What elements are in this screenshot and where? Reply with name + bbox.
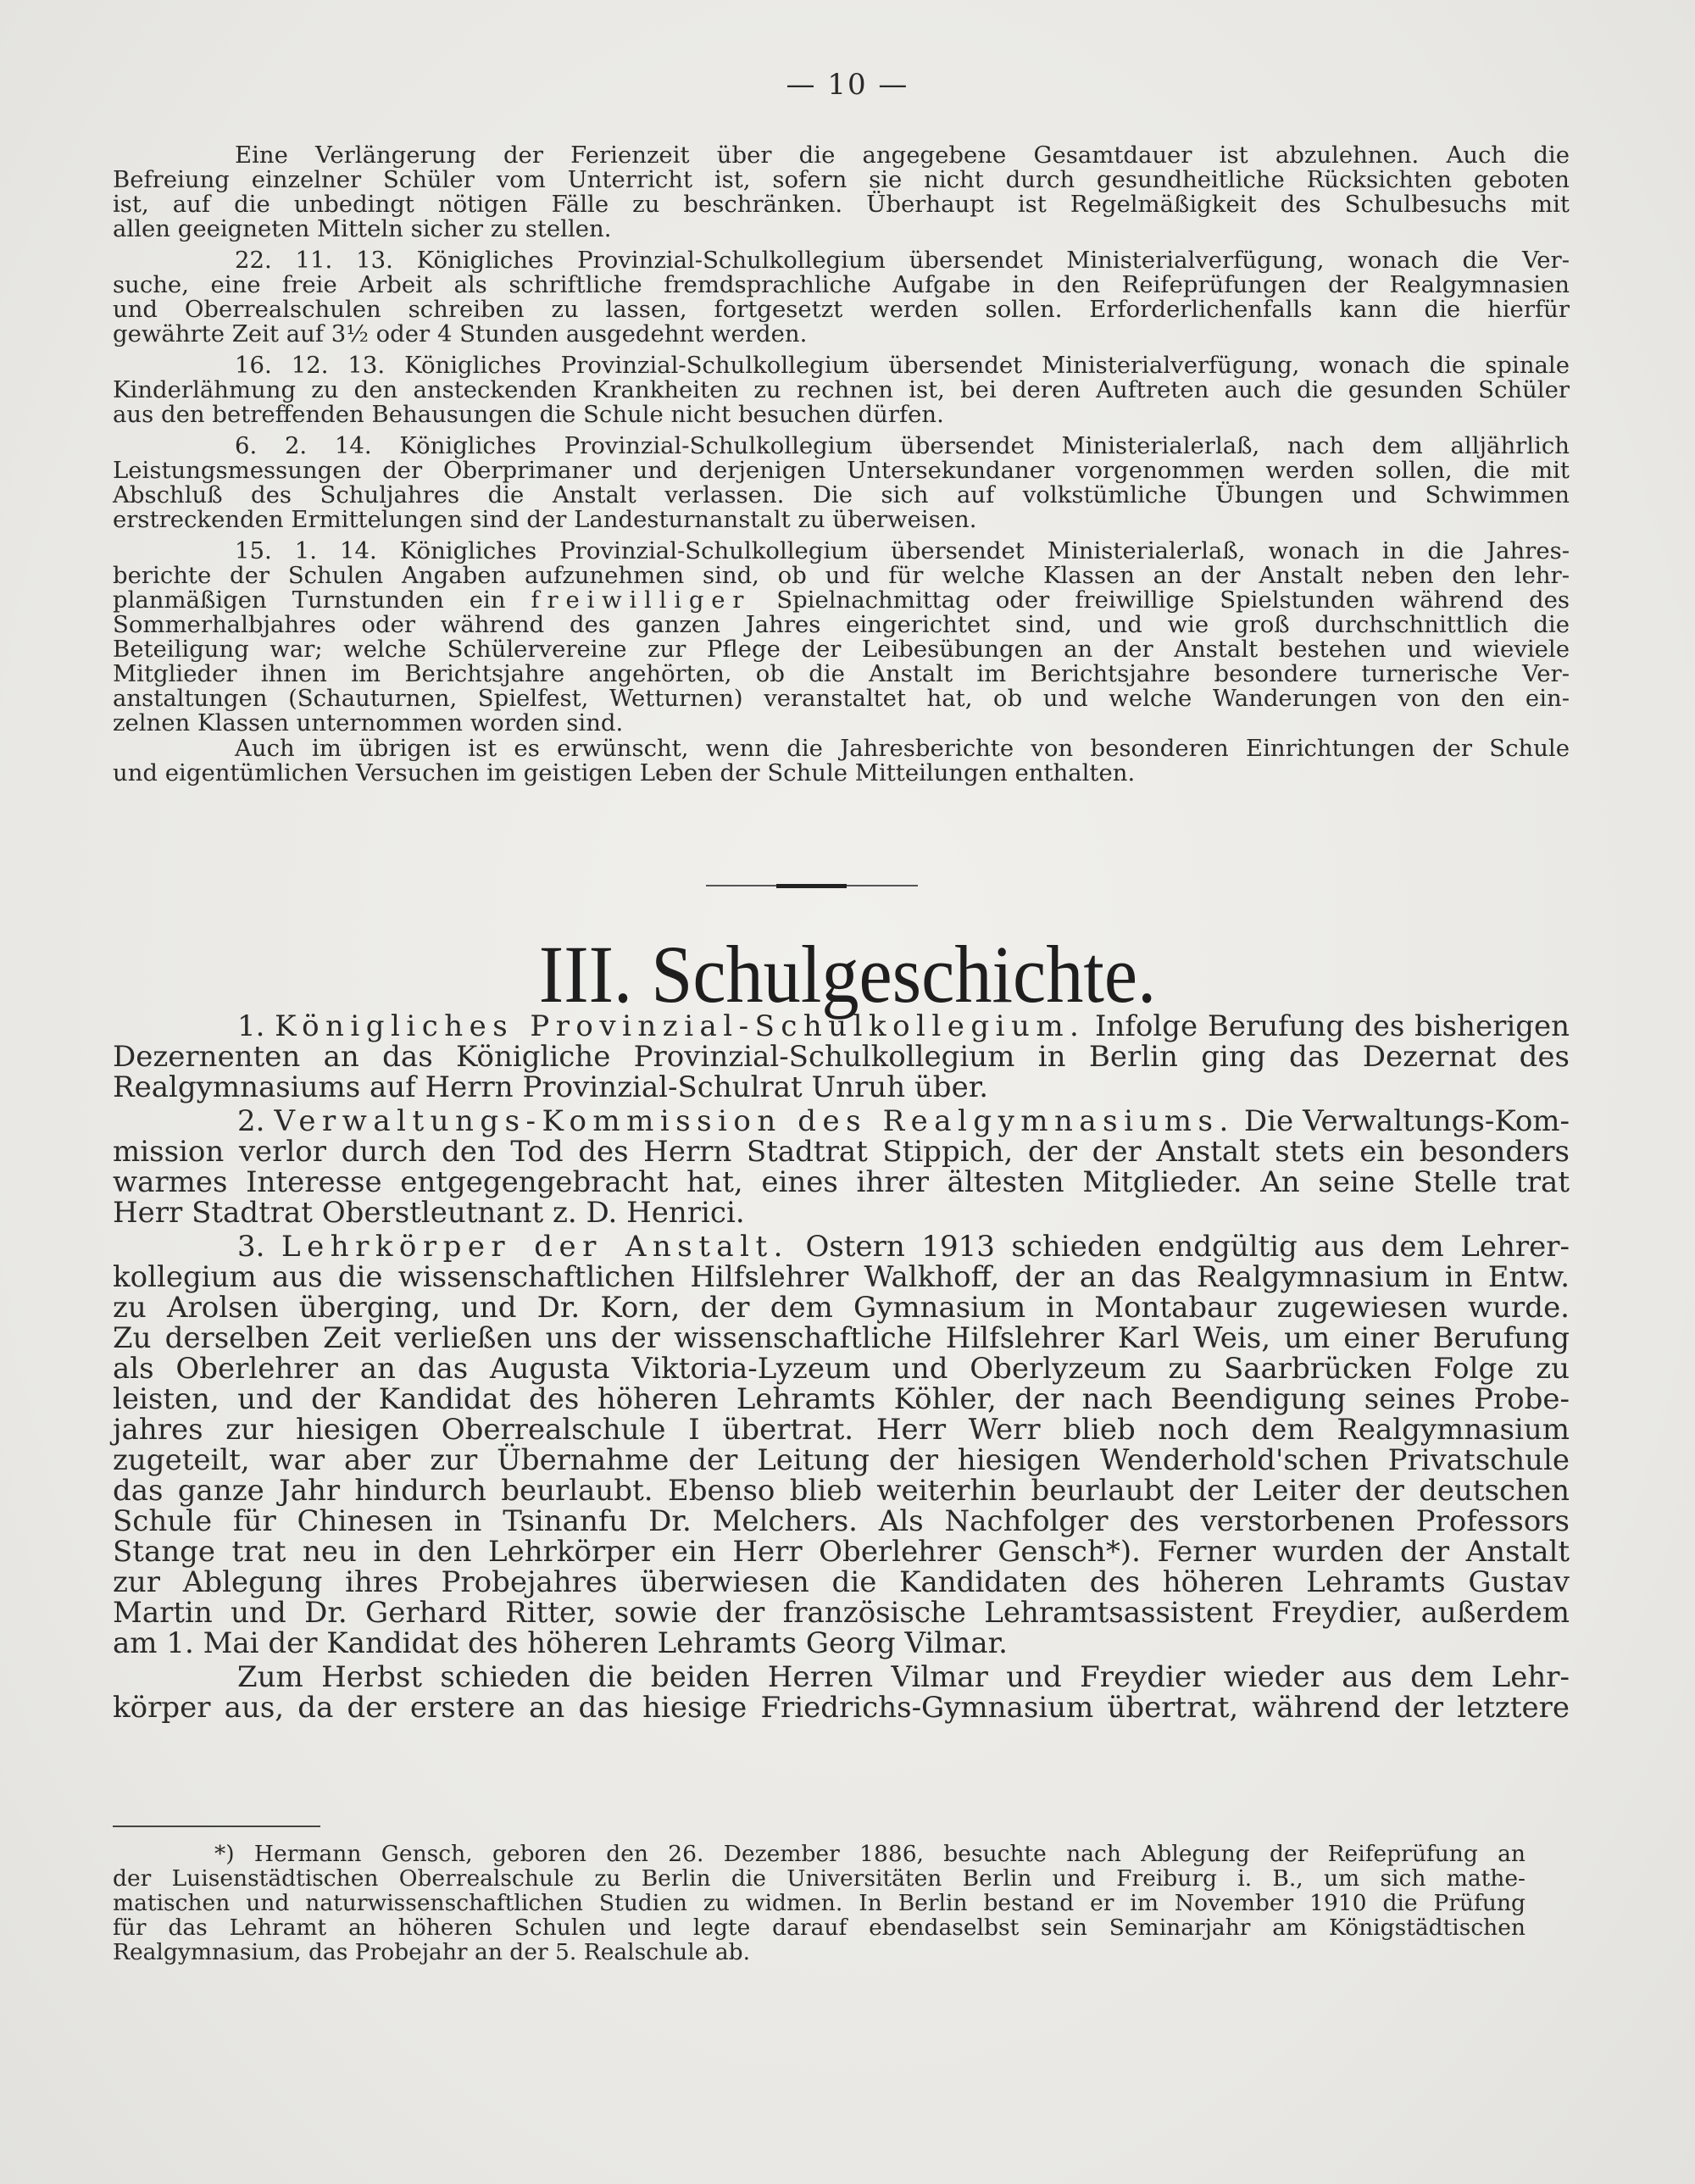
item-title: Lehrkörper der Anstalt. xyxy=(281,1230,789,1264)
text-line: leisten, und der Kandidat des höheren Lehramts Köhler, der nach Beendigung seines Probe- xyxy=(113,1382,1570,1416)
item-title: Verwaltungs-Kommission des Realgymnasiums. xyxy=(274,1104,1235,1138)
text-fragment: Spielnachmittag oder freiwillige Spielstunden während des xyxy=(751,586,1570,614)
text-line: Dezernenten an das Königliche Provinzial-Schulkollegium in Berlin ging das Dezernat des xyxy=(113,1040,1570,1074)
item-title: Königliches Provinzial-Schulkollegium. xyxy=(275,1009,1086,1043)
text-line: Stange trat neu in den Lehrkörper ein Herr Oberlehrer Gensch*). Ferner wurden der Anstalt xyxy=(113,1535,1570,1569)
text-line: zugeteilt, war aber zur Übernahme der Leitung der hiesigen Wenderhold'schen Privatschule xyxy=(113,1443,1570,1477)
text-line: 22. 11. 13. Königliches Provinzial-Schulkollegium übersendet Ministerialverfügung, wonach die Ver- xyxy=(235,247,1570,274)
text-line: suche, eine freie Arbeit als schriftliche fremdsprachliche Aufgabe in den Reifeprüfungen der Realgymnasien xyxy=(113,271,1570,298)
text-line: Schule für Chinesen in Tsinanfu Dr. Melchers. Als Nachfolger des verstorbenen Professors xyxy=(113,1504,1570,1538)
footnote-line: Realgymnasium, das Probejahr an der 5. Realschule ab. xyxy=(113,1939,751,1965)
text-line: und eigentümlichen Versuchen im geistigen Leben der Schule Mitteilungen enthalten. xyxy=(113,759,1136,786)
text-line: 16. 12. 13. Königliches Provinzial-Schulkollegium übersendet Ministerialverfügung, wonach die spinale xyxy=(235,352,1570,379)
text-line: 6. 2. 14. Königliches Provinzial-Schulkollegium übersendet Ministerialerlaß, nach dem alljährlich xyxy=(235,432,1570,459)
item-number: 2. xyxy=(237,1104,265,1138)
text-line: Auch im übrigen ist es erwünscht, wenn die Jahresberichte von besonderen Einrichtungen der Schule xyxy=(235,735,1570,762)
text-fragment: Infolge Berufung des bisherigen xyxy=(1095,1009,1570,1043)
page-number: — 10 — xyxy=(786,68,909,102)
text-fragment: Ostern 1913 schieden endgültig aus dem Lehrer- xyxy=(805,1230,1570,1264)
text-line: mission verlor durch den Tod des Herrn Stadtrat Stippich, der der Anstalt stets ein besonders xyxy=(113,1135,1570,1169)
footnote-rule xyxy=(113,1826,320,1827)
footnote-line: der Luisenstädtischen Oberrealschule zu Berlin die Universitäten Berlin und Freiburg i. B., um sich mathe- xyxy=(113,1865,1526,1892)
text-line: Zum Herbst schieden die beiden Herren Vilmar und Freydier wieder aus dem Lehr- xyxy=(237,1660,1570,1694)
text-line: jahres zur hiesigen Oberrealschule I übertrat. Herr Werr blieb noch dem Realgymnasium xyxy=(113,1413,1570,1447)
text-line: zu Arolsen überging, und Dr. Korn, der dem Gymnasium in Montabaur zugewiesen wurde. xyxy=(113,1291,1570,1325)
text-fragment: Die Verwaltungs-Kom- xyxy=(1243,1104,1570,1138)
text-line: 15. 1. 14. Königliches Provinzial-Schulkollegium übersendet Ministerialerlaß, wonach in die Jahres- xyxy=(235,537,1570,564)
section-heading: III. Schulgeschichte. xyxy=(538,929,1157,1020)
text-line: Eine Verlängerung der Ferienzeit über die angegebene Gesamtdauer ist abzulehnen. Auch die xyxy=(235,142,1570,169)
item-number: 3. xyxy=(237,1230,265,1264)
text-line: ist, auf die unbedingt nötigen Fälle zu beschränken. Überhaupt ist Regelmäßigkeit des Schulbesuchs mit xyxy=(113,191,1570,218)
text-line: körper aus, da der erstere an das hiesige Friedrichs-Gymnasium übertrat, während der letztere xyxy=(113,1691,1570,1725)
footnote-line: für das Lehramt an höheren Schulen und legte darauf ebendaselbst sein Seminarjahr am Königstädtischen xyxy=(113,1914,1526,1941)
text-line: Sommerhalbjahres oder während des ganzen Jahres eingerichtet sind, und wie groß durchschnittlich die xyxy=(113,611,1570,638)
text-line: allen geeigneten Mitteln sicher zu stellen. xyxy=(113,215,612,242)
text-line: anstaltungen (Schauturnen, Spielfest, Wetturnen) veranstaltet hat, ob und welche Wanderungen von den ein- xyxy=(113,685,1570,712)
text-line: Martin und Dr. Gerhard Ritter, sowie der französische Lehramtsassistent Freydier, außerdem xyxy=(113,1596,1570,1630)
text-line: Realgymnasiums auf Herrn Provinzial-Schulrat Unruh über. xyxy=(113,1070,989,1104)
item-first-line xyxy=(237,1011,1570,1042)
text-line: Kinderlähmung zu den ansteckenden Krankheiten zu rechnen ist, bei deren Auftreten auch die gesunden Schüler xyxy=(113,376,1570,403)
text-line: berichte der Schulen Angaben aufzunehmen sind, ob und für welche Klassen an der Anstalt neben den lehr- xyxy=(113,562,1570,589)
text-line: Beteiligung war; welche Schülervereine zur Pflege der Leibesübungen an der Anstalt bestehen und wieviele xyxy=(113,636,1570,663)
text-line: kollegium aus die wissenschaftlichen Hilfslehrer Walkhoff, der an das Realgymnasium in Entw. xyxy=(113,1260,1570,1294)
divider-center xyxy=(776,884,847,888)
text-line: als Oberlehrer an das Augusta Viktoria-Lyzeum und Oberlyzeum zu Saarbrücken Folge zu xyxy=(113,1352,1570,1386)
text-line: erstreckenden Ermittelungen sind der Landesturnanstalt zu überweisen. xyxy=(113,506,977,533)
text-line: Befreiung einzelner Schüler vom Unterricht ist, sofern sie nicht durch gesundheitliche Rücksichten geboten xyxy=(113,166,1570,193)
item-number: 1. xyxy=(237,1009,265,1043)
section-divider xyxy=(706,884,918,886)
text-line: Abschluß des Schuljahres die Anstalt verlassen. Die sich auf volkstümliche Übungen und Schwimmen xyxy=(113,481,1570,508)
footnote-line: matischen und naturwissenschaftlichen Studien zu widmen. In Berlin bestand er im November 1910 die Prüfung xyxy=(113,1890,1526,1916)
text-line: am 1. Mai der Kandidat des höheren Lehramts Georg Vilmar. xyxy=(113,1626,1008,1660)
text-fragment: planmäßigen Turnstunden ein xyxy=(113,586,531,614)
text-line: Herr Stadtrat Oberstleutnant z. D. Henrici. xyxy=(113,1196,745,1230)
text-line: Leistungsmessungen der Oberprimaner und derjenigen Untersekundaner vorgenommen werden sollen, die mit xyxy=(113,457,1570,484)
item-first-line xyxy=(237,1231,1570,1262)
text-line: das ganze Jahr hindurch beurlaubt. Ebenso blieb weiterhin beurlaubt der Leiter der deutschen xyxy=(113,1474,1570,1508)
text-line: Zu derselben Zeit verließen uns der wissenschaftliche Hilfslehrer Karl Weis, um einer Berufung xyxy=(113,1321,1570,1355)
text-line: zelnen Klassen unternommen worden sind. xyxy=(113,709,624,736)
emphasized-word: freiwilliger xyxy=(531,586,752,614)
footnote-line: *) Hermann Gensch, geboren den 26. Dezember 1886, besuchte nach Ablegung der Reifeprüfung an xyxy=(214,1841,1526,1867)
text-line: gewährte Zeit auf 3½ oder 4 Stunden ausgedehnt werden. xyxy=(113,320,808,347)
text-line: Mitglieder ihnen im Berichtsjahre angehörten, ob die Anstalt im Berichtsjahre besondere turnerische Ver- xyxy=(113,660,1570,687)
item-first-line xyxy=(237,1106,1570,1136)
text-line: zur Ablegung ihres Probejahres überwiesen die Kandidaten des höheren Lehramts Gustav xyxy=(113,1565,1570,1599)
text-line: aus den betreffenden Behausungen die Schule nicht besuchen dürfen. xyxy=(113,401,944,428)
divider-left xyxy=(706,885,776,886)
divider-right xyxy=(847,885,918,886)
text-line: und Oberrealschulen schreiben zu lassen, fortgesetzt werden sollen. Erforderlichenfalls kann die hierfür xyxy=(113,296,1570,323)
text-line: warmes Interesse entgegengebracht hat, eines ihrer ältesten Mitglieder. An seine Stelle trat xyxy=(113,1165,1570,1199)
text-line xyxy=(113,587,1570,613)
